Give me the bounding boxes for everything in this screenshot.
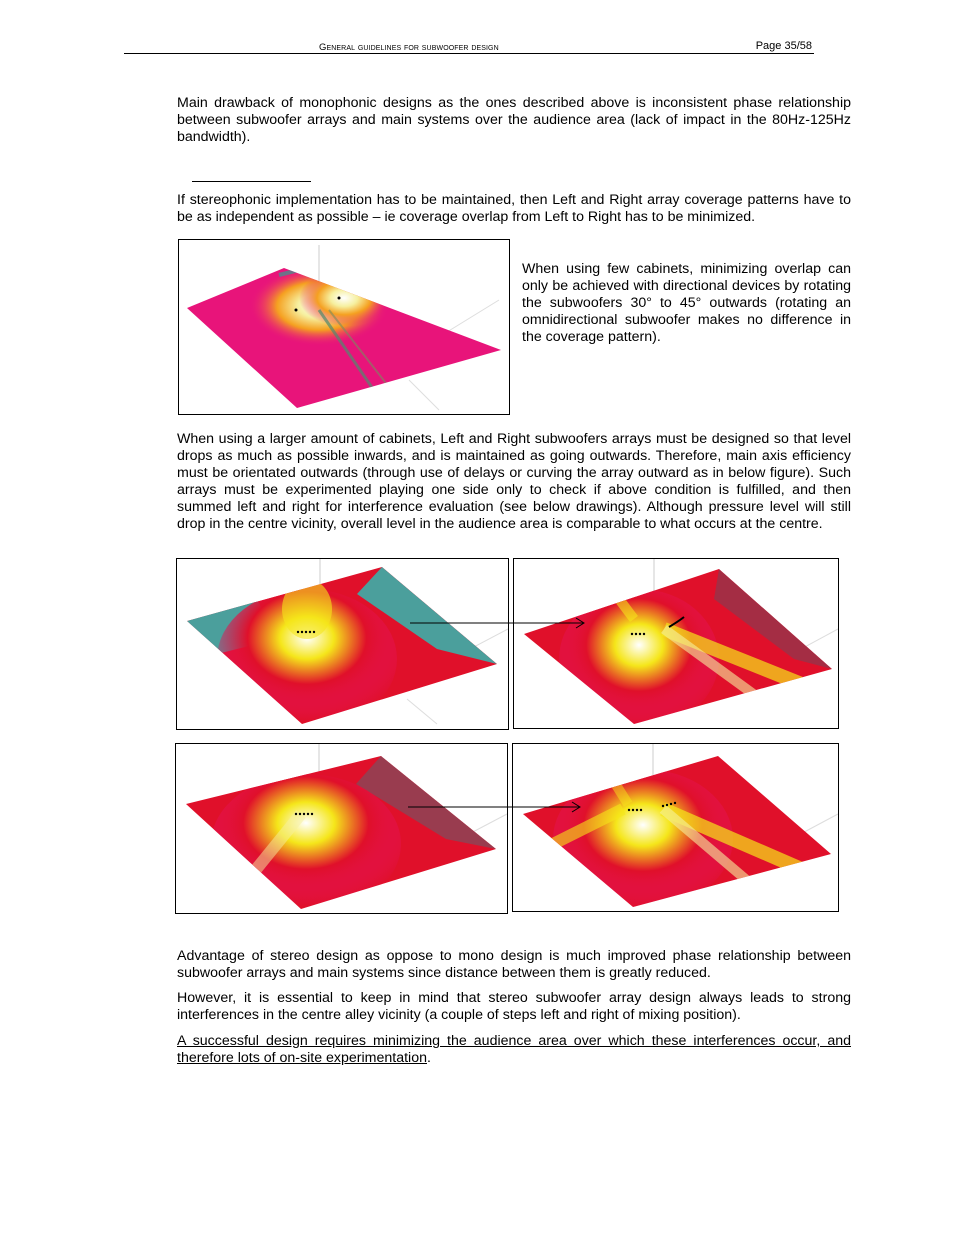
coverage-plot-5 bbox=[513, 744, 838, 911]
figure-summed-straight-arrays bbox=[175, 743, 508, 914]
coverage-plot-4 bbox=[176, 744, 507, 913]
coverage-plot-2 bbox=[177, 559, 508, 729]
paragraph-conclusion bbox=[177, 1033, 851, 1067]
page-header bbox=[124, 40, 814, 54]
arrow-right-icon bbox=[408, 801, 584, 813]
figure-summed-curved-arrays bbox=[512, 743, 839, 912]
figure-left-straight-array bbox=[176, 558, 509, 730]
side-note-few-cabinets: When using few cabinets, minimizing overlap can only be achieved with directional devices by rotating the subwoofers 30° to 45° outwards (rotating an omnidirectional subwoofer makes no difference in the coverage pattern). bbox=[522, 261, 851, 345]
figure-rotated-subwoofers bbox=[178, 239, 510, 415]
paragraph-larger-arrays: When using a larger amount of cabinets, Left and Right subwoofers arrays must be designed so that level drops as much as possible inwards, and is maintained as going outwards. Therefore, main axis efficiency must be orientated outwards (through use of delays or curving the array outward as in below figure). Such arrays must be experimented playing one side only to check if above condition is fulfilled, and then summed left and right for interference evaluation (see below drawings). Although pressure level will still drop in the centre vicinity, overall level in the audience area is comparable to what occurs at the centre. bbox=[177, 431, 851, 532]
conclusion-underlined-text: A successful design requires minimizing the audience area over which these interferences occur, and therefore lots of on-site experimentation bbox=[177, 1033, 851, 1066]
coverage-plot-3 bbox=[514, 559, 838, 728]
page-number: Page 35/58 bbox=[755, 40, 812, 52]
paragraph-stereo-advantage: Advantage of stereo design as oppose to mono design is much improved phase relationship between subwoofer arrays and main systems since distance between them is greatly reduced. bbox=[177, 948, 851, 981]
paragraph-mono-drawback: Main drawback of monophonic designs as the ones described above is inconsistent phase relationship between subwoofer arrays and main systems over the audience area (lack of impact in the 80Hz-125Hz bandwidth). bbox=[177, 95, 851, 145]
paragraph-centre-interference: However, it is essential to keep in mind that stereo subwoofer array design always leads to strong interferences in the centre alley vicinity (a couple of steps left and right of mixing position). bbox=[177, 990, 851, 1023]
header-title: General guidelines for subwoofer design bbox=[319, 42, 499, 53]
conclusion-period: . bbox=[427, 1050, 431, 1066]
divider-line bbox=[192, 181, 311, 182]
paragraph-stereo-independent: If stereophonic implementation has to be maintained, then Left and Right array coverage patterns have to be as independent as possible – ie coverage overlap from Left to Right has to be minimized. bbox=[177, 192, 851, 225]
coverage-plot-1 bbox=[179, 240, 509, 414]
arrow-right-icon bbox=[410, 617, 588, 629]
figure-left-curved-array bbox=[513, 558, 839, 729]
